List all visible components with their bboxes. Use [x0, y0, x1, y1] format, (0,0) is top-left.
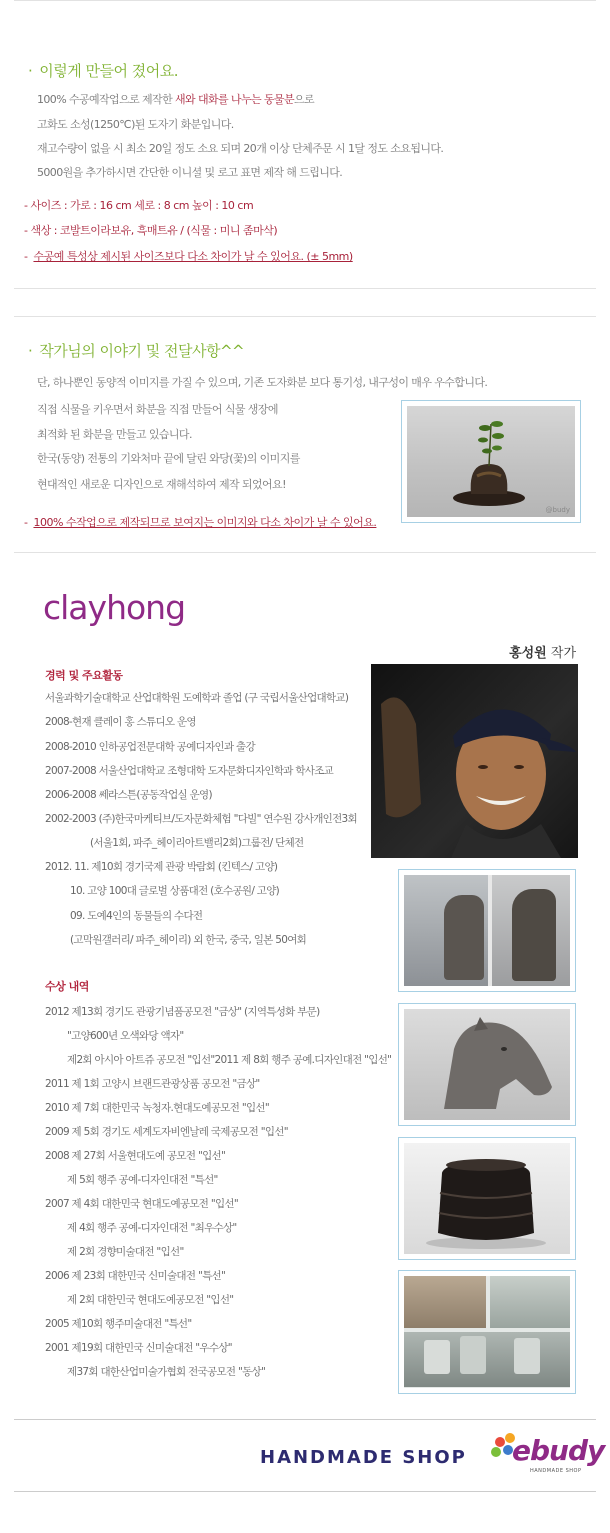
making-line-2: 고화도 소성(1250℃)된 도자기 화분입니다.: [37, 118, 234, 131]
section-title-text: 이렇게 만들어 졌어요.: [39, 62, 178, 80]
artist-name-text: 홍성원: [509, 646, 547, 661]
making-line-4: 5000원을 추가하시면 간단한 이니셜 및 로고 표면 제작 해 드립니다.: [37, 166, 343, 179]
story-line-5: 현대적인 새로운 디자인으로 재해석하여 제작 되었어요!: [37, 478, 286, 491]
work-photo-horse-sculpting: [404, 875, 570, 986]
pot-illustration: [404, 1143, 570, 1254]
section-title-text: 작가님의 이야기 및 전달사항^^: [39, 342, 245, 360]
divider-3: [14, 552, 596, 553]
award-item: 제 5회 행주 공예-디자인대전 "특선": [67, 1174, 218, 1186]
work-photo-frame-3: [398, 1137, 576, 1260]
story-line-4: 한국(동양) 전통의 기와처마 끝에 달린 와당(꽃)의 이미지를: [37, 452, 300, 465]
section-title-story: [28, 340, 244, 361]
award-item: 제 2회 대한민국 현대도예공모전 "입선": [67, 1294, 234, 1306]
career-item: 2008-현재 클레이 홍 스튜디오 운영: [45, 716, 196, 728]
divider-1: [14, 288, 596, 289]
spec-color: - 색상 : 코발트이라보유, 흑매트유 / (식물 : 미니 좀마삭): [24, 224, 278, 237]
artist-suffix: 작가: [546, 646, 576, 661]
work-photo-frame-4: [398, 1270, 576, 1394]
work-photo-frame-2: [398, 1003, 576, 1126]
award-item: 2012 제13회 경기도 관광기념품공모전 "금상" (지역특성화 부문): [45, 1006, 320, 1018]
award-item: 2007 제 4회 대한민국 현대도예공모전 "입선": [45, 1198, 238, 1210]
work-photo-pot: [404, 1143, 570, 1254]
story-line-3: 최적화 된 화분을 만들고 있습니다.: [37, 428, 192, 441]
story-note-text: 100% 수작업으로 제작되므로 보여지는 이미지와 다소 차이가 날 수 있어요.: [33, 516, 377, 529]
cups-scene-top-left: [404, 1276, 486, 1328]
text: 으로: [293, 93, 315, 106]
plant-watermark: @budy: [545, 506, 570, 514]
spec-note-text: 수공예 특성상 제시된 사이즈보다 다소 차이가 날 수 있어요. (± 5mm): [33, 250, 353, 263]
plant-pot-photo-frame: [401, 400, 581, 523]
career-item: 2012. 11. 제10회 경기국제 관광 박람회 (킨텍스/ 고양): [45, 861, 278, 873]
text: 100% 수공예작업으로 제작한: [37, 93, 175, 106]
career-item: 2002-2003 (주)한국마케티브/도자문화체험 "다빌" 연수원 강사개인전3회: [45, 813, 357, 825]
awards-title: 수상 내역: [45, 980, 89, 993]
making-line-1: [37, 91, 314, 107]
cup-shape: [424, 1340, 450, 1374]
career-item: (고막원갤러리/ 파주_헤이리) 외 한국, 중국, 일본 50여회: [70, 934, 307, 946]
horse-figure-right: [512, 889, 556, 981]
footer-top-line: [14, 1419, 596, 1420]
award-item: 제 2회 경향미술대전 "입선": [67, 1246, 184, 1258]
award-item: 제 4회 행주 공예-디자인대전 "최우수상": [67, 1222, 237, 1234]
dash-mark: -: [24, 250, 34, 263]
work-photo-frame-1: [398, 869, 576, 992]
award-item: "고양600년 오색와당 액자": [67, 1030, 184, 1042]
portrait-illustration: [371, 664, 578, 858]
ebudy-logo: [486, 1428, 605, 1478]
career-item: 2007-2008 서울산업대학교 조형대학 도자문화디자인학과 학사조교: [45, 765, 334, 777]
ebudy-logo-subtext: HANDMADE SHOP: [530, 1468, 582, 1474]
artist-name: [509, 642, 576, 661]
work-photo-horse-head: [404, 1009, 570, 1120]
career-title: 경력 및 주요활동: [45, 669, 123, 682]
spec-note: [24, 248, 353, 264]
cup-shape: [514, 1338, 540, 1374]
ebudy-logo-text: ebudy: [512, 1434, 605, 1467]
work-photo-cups: [404, 1276, 570, 1388]
brand-logo: clayhong: [43, 588, 186, 627]
plant-pot-photo: [407, 406, 575, 517]
award-item: 2008 제 27회 서울현대도예 공모전 "입선": [45, 1150, 226, 1162]
career-item: (서울1회, 파주_헤이리아트밸리2회)그룹전/ 단체전: [90, 837, 304, 849]
award-item: 제37회 대한산업미술가협회 전국공모전 "동상": [67, 1366, 266, 1378]
story-line-2: 직접 식물을 키우면서 화분을 직접 만들어 식물 생장에: [37, 403, 278, 416]
award-item: 2010 제 7회 대한민국 녹청자.현대도예공모전 "입선": [45, 1102, 269, 1114]
career-item: 10. 고양 100대 글로벌 상품대전 (호수공원/ 고양): [70, 885, 280, 897]
story-note: [24, 514, 376, 530]
divider-2: [14, 316, 596, 317]
award-item: 2009 제 5회 경기도 세계도자비엔날레 국제공모전 "입선": [45, 1126, 288, 1138]
cups-scene-top-right: [490, 1276, 570, 1328]
story-line-1: 단, 하나뿐인 동양적 이미지를 가질 수 있으며, 기존 도자화분 보다 통기성, 내구성이 매우 우수합니다.: [37, 376, 488, 389]
career-item: 2008-2010 인하공업전문대학 공예디자인과 출강: [45, 741, 255, 753]
handmade-shop-title: HANDMADE SHOP: [260, 1447, 467, 1468]
career-item: 2006-2008 쎄라스튼(공동작업실 운영): [45, 789, 212, 801]
dash-mark: -: [24, 516, 34, 529]
top-divider: [14, 0, 596, 1]
plant-pot-illustration: [407, 406, 575, 517]
career-item: 서울과학기술대학교 산업대학원 도예학과 졸업 (구 국립서울산업대학교): [45, 692, 349, 704]
bullet-icon: ·: [28, 342, 33, 360]
highlight-text: 새와 대화를 나누는 동물분: [175, 93, 294, 106]
career-item: 09. 도예4인의 동물들의 수다전: [70, 910, 203, 922]
award-item: 2005 제10회 행주미술대전 "특선": [45, 1318, 192, 1330]
artist-portrait: [371, 664, 578, 858]
award-item: 2011 제 1회 고양시 브랜드관광상품 공모전 "금상": [45, 1078, 260, 1090]
horse-head-illustration: [404, 1009, 570, 1120]
bullet-icon: ·: [28, 62, 33, 80]
horse-figure-left: [444, 895, 484, 980]
award-item: 2006 제 23회 대한민국 신미술대전 "특선": [45, 1270, 226, 1282]
section-title-making: [28, 60, 178, 81]
award-item: 2001 제19회 대한민국 신미술대전 "우수상": [45, 1342, 232, 1354]
spec-size: - 사이즈 : 가로 : 16 cm 세로 : 8 cm 높이 : 10 cm: [24, 199, 254, 212]
award-item: 제2회 아시아 아트쥬 공모전 "입선"2011 제 8회 행주 공예.디자인대전 "입선": [67, 1054, 392, 1066]
footer-bottom-line: [14, 1491, 596, 1492]
making-line-3: 재고수량이 없을 시 최소 20일 정도 소요 되며 20개 이상 단체주문 시 1달 정도 소요됩니다.: [37, 142, 444, 155]
cup-shape: [460, 1336, 486, 1374]
